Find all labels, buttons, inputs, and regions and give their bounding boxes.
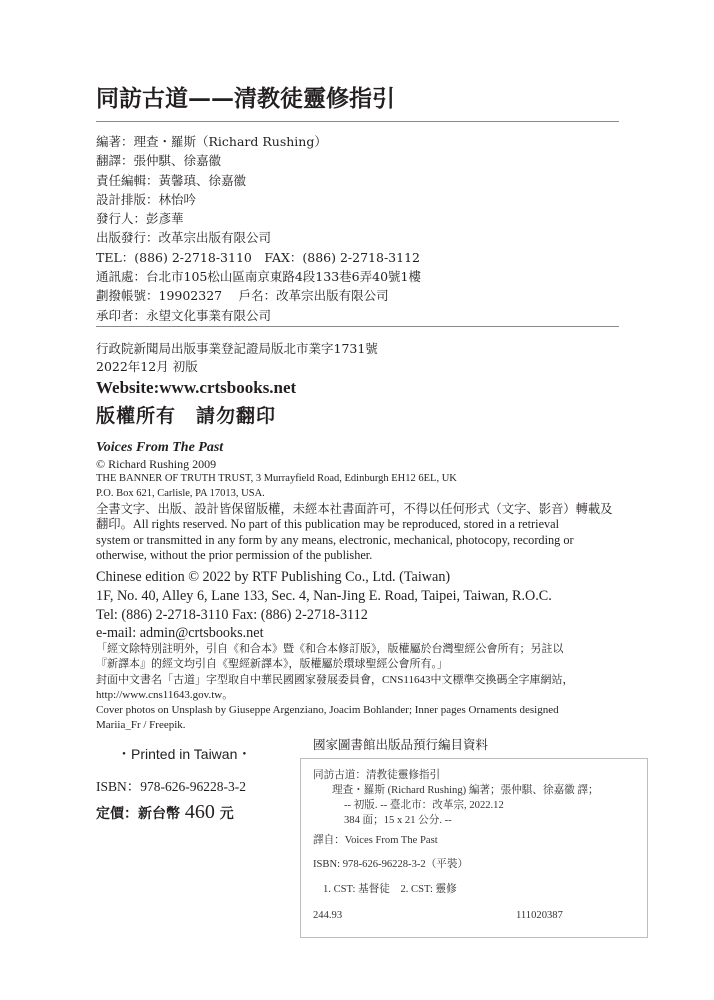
- printed-in-taiwan: ・Printed in Taiwan・: [117, 746, 252, 762]
- credit-line-design: 設計排版：林怡吟: [96, 191, 197, 207]
- price: [96, 801, 234, 824]
- note-line: Mariia_Fr / Freepik.: [96, 719, 186, 732]
- chinese-edition-phone: Tel: (886) 2-2718-3110 Fax: (886) 2-2718-3112: [96, 606, 368, 623]
- registration-edition: 2022年12月 初版: [96, 359, 198, 374]
- credit-line-phone-fax: TEL：(886) 2-2718-3110 FAX：(886) 2-2718-3112: [96, 249, 420, 265]
- permission-line: otherwise, without the prior permission of the publisher.: [96, 548, 373, 563]
- credit-line-account: 劃撥帳號：19902327 戶名：改革宗出版有限公司: [96, 288, 389, 304]
- credit-line-responsible-editor: 責任編輯：黃馨瑱、徐嘉徽: [96, 172, 247, 188]
- cip-edition: -- 初版. -- 臺北市：改革宗, 2022.12: [344, 800, 504, 811]
- original-title: Voices From The Past: [96, 440, 224, 455]
- credits-block: [96, 132, 421, 325]
- publisher-address-us: P.O. Box 621, Carlisle, PA 17013, USA.: [96, 488, 265, 499]
- permission-line: system or transmitted in any form by any means, electronic, mechanical, photocopy, recording or: [96, 532, 574, 547]
- cip-isbn: ISBN: 978-626-96228-3-2（平裝）: [313, 859, 469, 870]
- chinese-edition-email: e-mail: admin@crtsbooks.net: [96, 625, 264, 642]
- note-line: 「經文除特別註明外，引自《和合本》暨《和合本修訂版》，版權屬於台灣聖經公會所有；另註以: [96, 643, 564, 655]
- cip-author: 理查・羅斯 (Richard Rushing) 編著；張仲騏、徐嘉徽 譯；: [332, 785, 599, 796]
- permission-paragraph: [96, 502, 622, 564]
- credit-line-printer: 承印者：永望文化事業有限公司: [96, 307, 272, 323]
- permission-line: 翻印。All rights reserved. No part of this publication may be reproduced, stored in a retrieval: [96, 517, 560, 532]
- credit-line-publisher-person: 發行人：彭彥華: [96, 211, 184, 227]
- cip-class-number: 244.93: [313, 910, 343, 921]
- note-line: 封面中文書名「古道」字型取自中華民國國家發展委員會，CNS11643中文標準交換碼全字庫網站，: [96, 673, 574, 686]
- notes-block: [96, 642, 574, 734]
- price-unit: 元: [219, 806, 234, 822]
- original-copyright: © Richard Rushing 2009: [96, 457, 217, 471]
- title-divider: [96, 121, 619, 122]
- chinese-edition-address: 1F, No. 40, Alley 6, Lane 133, Sec. 4, Nan-Jing E. Road, Taipei, Taiwan, R.O.C.: [96, 587, 552, 604]
- website: Website:www.crtsbooks.net: [96, 378, 297, 397]
- chinese-edition-block: [96, 568, 552, 643]
- credit-line-address: 通訊處：台北市105松山區南京東路4段133巷6弄40號1樓: [96, 269, 421, 285]
- cip-pages: 384 面；15 x 21 公分. --: [344, 815, 452, 826]
- note-line: http://www.cns11643.gov.tw。: [96, 688, 234, 701]
- price-label: 定價：新台幣: [96, 806, 180, 822]
- isbn: ISBN：978-626-96228-3-2: [96, 779, 246, 794]
- registration-block: [96, 340, 378, 376]
- cip-record-box: [300, 758, 648, 938]
- chinese-edition-copyright: Chinese edition © 2022 by RTF Publishing Co., Ltd. (Taiwan): [96, 569, 451, 585]
- note-line: 『新譯本』的經文均引自《聖經新譯本》，版權屬於環球聖經公會所有。」: [96, 658, 448, 671]
- cip-record-number: 111020387: [516, 910, 563, 921]
- note-line: Cover photos on Unsplash by Giuseppe Argenziano, Joacim Bohlander; Inner pages Ornaments designed: [96, 704, 559, 717]
- registration-license: 行政院新聞局出版事業登記證局版北市業字1731號: [96, 341, 378, 356]
- credits-divider: [96, 326, 619, 327]
- cip-title: 同訪古道：清教徒靈修指引: [313, 770, 441, 781]
- rights-notice: 版權所有 請勿翻印: [96, 405, 277, 427]
- publisher-address-uk: THE BANNER OF TRUTH TRUST, 3 Murrayfield Road, Edinburgh EH12 6EL, UK: [96, 473, 457, 484]
- credit-line-publisher: 出版發行：改革宗出版有限公司: [96, 230, 272, 246]
- cip-heading: 國家圖書館出版品預行編目資料: [313, 737, 489, 752]
- credit-line-editor: 編著：理查・羅斯（Richard Rushing）: [96, 134, 327, 149]
- credit-line-translator: 翻譯：張仲騏、徐嘉徽: [96, 153, 222, 169]
- permission-line: 全書文字、出版、設計皆保留版權，未經本社書面許可，不得以任何形式（文字、影音）轉載及: [96, 502, 613, 516]
- price-value: 460: [184, 801, 215, 823]
- book-title: 同訪古道——清教徒靈修指引: [96, 85, 395, 112]
- cip-translated-from: 譯自：Voices From The Past: [313, 835, 438, 846]
- cip-subjects: 1. CST: 基督徒 2. CST: 靈修: [323, 884, 457, 895]
